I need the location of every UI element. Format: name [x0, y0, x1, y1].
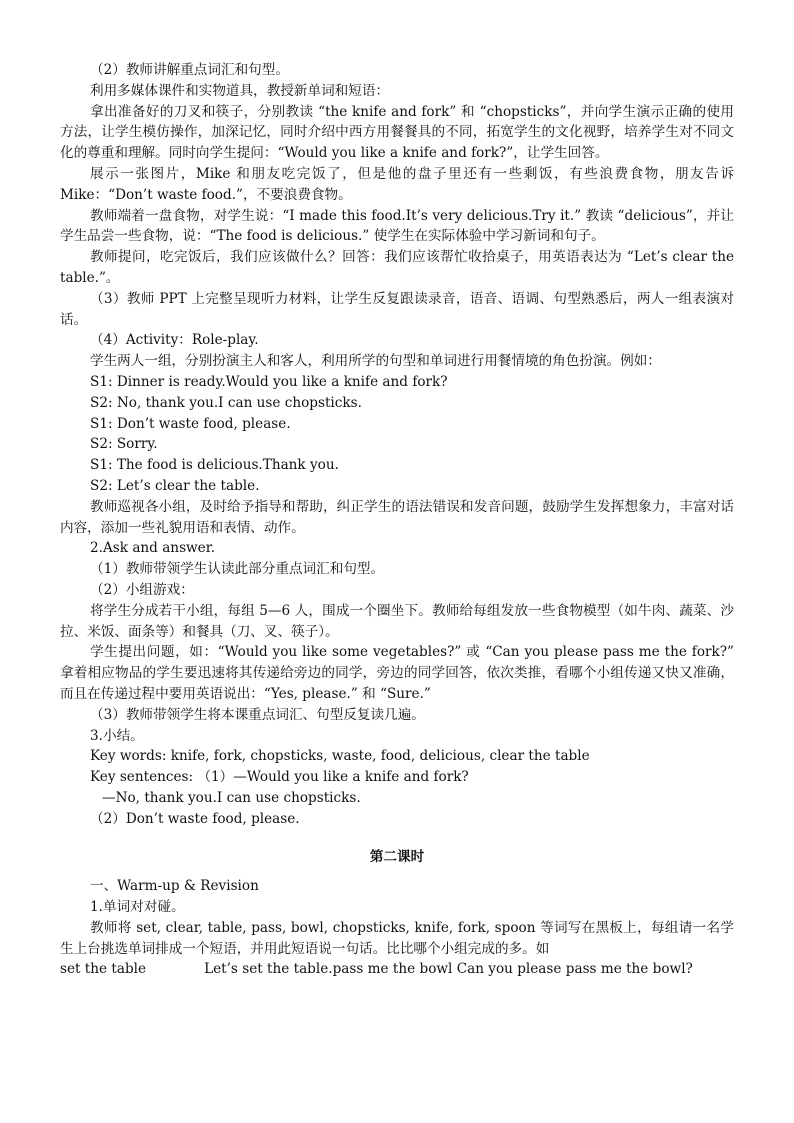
paragraph [60, 959, 734, 980]
document-body [60, 60, 734, 980]
dialogue-line: S2: No, thank you.I can use chopsticks. [90, 394, 362, 411]
paragraph: 教师提问，吃完饭后，我们应该做什么？回答：我们应该帮忙收拾桌子，用英语表达为 “Let’s clear the table.”。 [60, 249, 734, 286]
section-heading: 第二课时 [369, 849, 425, 866]
dialogue-line: S2: Sorry. [90, 436, 158, 453]
paragraph: 一、Warm-up & Revision [90, 878, 259, 895]
example-sentence: Let’s set the table.pass me the bowl Can you please pass me the bowl? [204, 961, 693, 978]
paragraph: （2）Don’t waste food, please. [90, 810, 300, 827]
paragraph: 学生提出问题，如：“Would you like some vegetables?” 或 “Can you please pass me the fork?” 拿着相应物品的学生要迅速将其传递给旁边的同学，旁边的同学回答，依次类推，看哪个小组传递又快又准确，而且在传递过程中要用英语说出：“Yes, please.” 和 “Sure.” [60, 644, 734, 702]
paragraph: 将学生分成若干小组，每组 5—6 人，围成一个圈坐下。教师给每组发放一些食物模型（如牛肉、蔬菜、沙拉、米饭、面条等）和餐具（刀、叉、筷子）。 [60, 602, 734, 640]
paragraph: 1.单词对对碰。 [90, 899, 185, 916]
example-phrase: set the table [60, 961, 147, 978]
paragraph: Key sentences: （1）—Would you like a knife and fork? [90, 769, 469, 786]
paragraph: 展示一张图片，Mike 和朋友吃完饭了，但是他的盘子里还有一些剩饭，有些浪费食物，朋友告诉 Mike：“Don’t waste food.”，不要浪费食物。 [60, 165, 734, 203]
paragraph: —No, thank you.I can use chopsticks. [102, 789, 361, 806]
dialogue-line: S1: Dinner is ready.Would you like a knife and fork? [90, 373, 448, 390]
paragraph: （3）教师 PPT 上完整呈现听力材料，让学生反复跟读录音，语音、语调、句型熟悉后，两人一组表演对话。 [60, 290, 734, 328]
paragraph: （4）Activity：Role-play. [90, 332, 259, 349]
dialogue-line: S1: Don’t waste food, please. [90, 415, 291, 432]
paragraph: 2.Ask and answer. [90, 540, 216, 557]
paragraph: （2）小组游戏： [90, 581, 194, 598]
paragraph: 教师将 set, clear, table, pass, bowl, chopsticks, knife, fork, spoon 等词写在黑板上，每组请一名学生上台挑选单词排成一个短语，并用此短语说一句话。比比哪个小组完成的多。如 [60, 919, 734, 957]
paragraph: （2）教师讲解重点词汇和句型。 [90, 62, 289, 78]
paragraph: 拿出准备好的刀叉和筷子，分别教读 “the knife and fork” 和 “chopsticks”，并向学生演示正确的使用方法，让学生模仿操作，加深记忆，同时介绍中西方用餐餐具的不同，拓宽学生的文化视野，培养学生对不同文化的尊重和理解。同时向学生提问：“Would you like a knife and fork?”，让学生回答。 [60, 103, 734, 162]
dialogue-line: S2: Let’s clear the table. [90, 477, 260, 494]
paragraph: 3.小结。 [90, 727, 144, 744]
paragraph: Key words: knife, fork, chopsticks, waste, food, delicious, clear the table [90, 748, 590, 765]
paragraph: （3）教师带领学生将本课重点词汇、句型反复读几遍。 [90, 706, 425, 723]
dialogue-line: S1: The food is delicious.Thank you. [90, 457, 339, 474]
paragraph: 教师端着一盘食物，对学生说：“I made this food.It’s very delicious.Try it.” 教读 “delicious”，并让学生品尝一些食物，说：“The food is delicious.” 使学生在实际体验中学习新词和句子。 [60, 207, 734, 245]
paragraph: 利用多媒体课件和实物道具，教授新单词和短语： [90, 82, 390, 99]
paragraph: 教师巡视各小组，及时给予指导和帮助，纠正学生的语法错误和发音问题，鼓励学生发挥想象力，丰富对话内容，添加一些礼貌用语和表情、动作。 [60, 498, 734, 536]
paragraph: （1）教师带领学生认读此部分重点词汇和句型。 [90, 561, 385, 578]
paragraph: 学生两人一组，分别扮演主人和客人，利用所学的句型和单词进行用餐情境的角色扮演。例如： [90, 353, 661, 370]
